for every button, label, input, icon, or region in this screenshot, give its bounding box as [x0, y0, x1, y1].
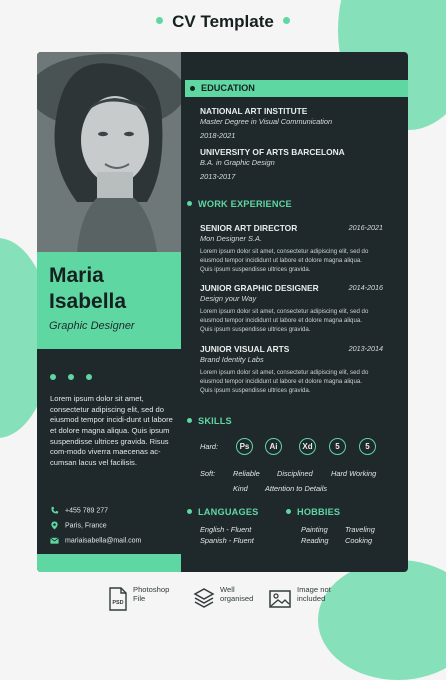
- soft-skill: Attention to Details: [265, 484, 328, 493]
- decorative-blob-bottom-right: [318, 560, 446, 680]
- contact-phone: +455 789 277: [50, 506, 108, 515]
- last-name: Isabella: [49, 290, 127, 313]
- photoshop-icon: Ps: [236, 438, 253, 455]
- psd-icon-text: PSD: [112, 600, 124, 606]
- education-heading-bar: [185, 80, 408, 97]
- first-name: Maria: [49, 264, 104, 287]
- hobby-item: Cooking: [345, 536, 373, 545]
- job-company: Mon Designer S.A.: [200, 234, 263, 243]
- illustrator-icon: Ai: [265, 438, 282, 455]
- feature-organised: Well organised: [220, 585, 254, 603]
- name-box: [37, 252, 181, 349]
- soft-skills-label: Soft:: [200, 469, 216, 478]
- edu-years: 2018-2021: [200, 131, 236, 140]
- soft-skill: Reliable: [233, 469, 260, 478]
- job-description: Lorem ipsum dolor sit amet, consectetur adipiscing elit, sed do eiusmod tempor incididunt ut labore et dolore magna aliqua. Quis ipsum suspendisse ultrices gravida.: [200, 308, 369, 333]
- feature-photoshop: Photoshop File: [133, 585, 170, 603]
- accent-bar: [37, 554, 181, 572]
- work-heading: WORK EXPERIENCE: [187, 199, 292, 209]
- job-years: 2013-2014: [348, 344, 383, 353]
- bullet-icon: [190, 86, 195, 91]
- job-description: Lorem ipsum dolor sit amet, consectetur adipiscing elit, sed do eiusmod tempor incididunt ut labore et dolore magna aliqua. Quis ipsum suspendisse ultrices gravida.: [200, 369, 369, 394]
- edu-years: 2013-2017: [200, 172, 236, 181]
- image-icon: [269, 590, 291, 608]
- contact-email: mariaisabella@mail.com: [50, 536, 141, 545]
- job-years: 2016-2021: [348, 223, 383, 232]
- divider-dots: [50, 367, 104, 385]
- soft-skill: Hard Working: [331, 469, 377, 478]
- edu-school: NATIONAL ART INSTITUTE: [200, 106, 308, 116]
- contact-location: Paris, France: [50, 521, 107, 530]
- bullet-icon: [187, 201, 192, 206]
- html5-icon: 5: [359, 438, 376, 455]
- cv-card: [37, 52, 408, 572]
- edu-school: UNIVERSITY OF ARTS BARCELONA: [200, 147, 345, 157]
- bullet-icon: [187, 418, 192, 423]
- feature-image-not-included: Image not included: [297, 585, 331, 603]
- job-title: JUNIOR VISUAL ARTS: [200, 344, 290, 354]
- title-dot-icon: [283, 17, 290, 24]
- profile-photo: [37, 52, 181, 252]
- layers-icon: [193, 587, 215, 609]
- education-heading: EDUCATION: [201, 83, 255, 93]
- job-title: SENIOR ART DIRECTOR: [200, 223, 298, 233]
- email-icon: [50, 536, 59, 545]
- language-item: English - Fluent: [200, 525, 252, 534]
- title-dot-icon: [156, 17, 163, 24]
- job-title: JUNIOR GRAPHIC DESIGNER: [200, 283, 319, 293]
- hobby-item: Traveling: [345, 525, 375, 534]
- job-role: Graphic Designer: [49, 320, 135, 332]
- job-company: Brand Identity Labs: [200, 355, 264, 364]
- skills-heading: SKILLS: [187, 416, 232, 426]
- location-pin-icon: [50, 521, 59, 530]
- page-title: CV Template: [0, 12, 446, 32]
- job-company: Design your Way: [200, 294, 257, 303]
- bullet-icon: [286, 509, 291, 514]
- job-years: 2014-2016: [348, 283, 383, 292]
- hobby-item: Reading: [301, 536, 329, 545]
- soft-skill: Kind: [233, 484, 248, 493]
- job-description: Lorem ipsum dolor sit amet, consectetur adipiscing elit, sed do eiusmod tempor incididunt ut labore et dolore magna aliqua. Quis ipsum suspendisse ultrices gravida.: [200, 248, 369, 273]
- hobbies-heading: HOBBIES: [286, 507, 340, 517]
- hobby-item: Painting: [301, 525, 328, 534]
- language-item: Spanish - Fluent: [200, 536, 254, 545]
- edu-degree: B.A. in Graphic Design: [200, 158, 275, 167]
- hard-skills-label: Hard:: [200, 442, 219, 451]
- languages-heading: LANGUAGES: [187, 507, 259, 517]
- psd-file-icon: [108, 587, 128, 611]
- xd-icon: Xd: [299, 438, 316, 455]
- about-text: Lorem ipsum dolor sit amet, consectetur adipiscing elit, sed do eiusmod tempor incidi-dunt ut labore et dolore magna aliqua. Quis ipsum suspendisse ultrices gravida. Risus com-modo viverra maecenas ac-cumsan lacus vel facilisis.: [50, 394, 173, 467]
- bullet-icon: [187, 509, 192, 514]
- phone-icon: [50, 506, 59, 515]
- css3-icon: 5: [329, 438, 346, 455]
- edu-degree: Master Degree in Visual Communication: [200, 117, 333, 126]
- soft-skill: Disciplined: [277, 469, 313, 478]
